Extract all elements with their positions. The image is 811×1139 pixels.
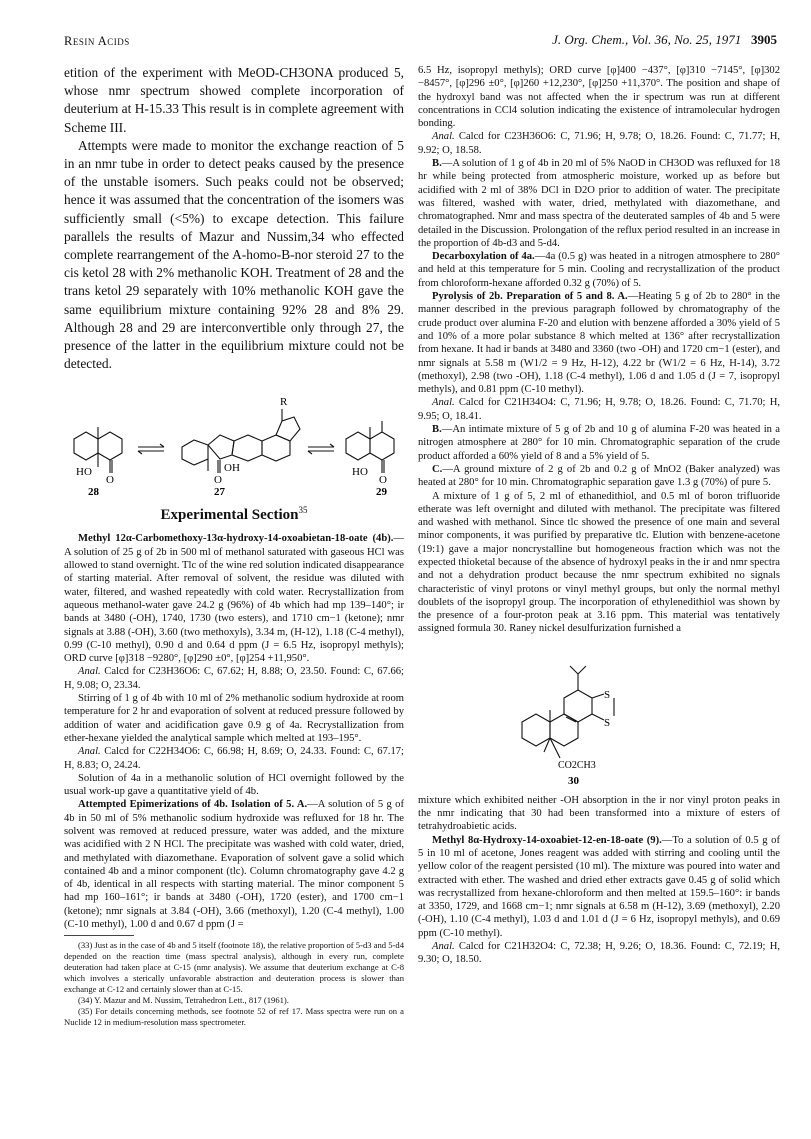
section-heading [64,505,404,524]
paragraph: Solution of 4a in a methanolic solution of HCl overnight followed by the usual work-up gave a quantitative yield of 4b. [64,772,404,798]
paragraph: A mixture of 1 g of 5, 2 ml of ethanedithiol, and 0.5 ml of boron trifluoride etherate was left overnight and diluted with methanol. The precipitate was filtered and washed with methanol. Since tlc showed the presence of one main and several minor components, it was purified by preparative tlc. Elution with benzene-acetone (19:1) gave a major noncrystalline but homogeneous fraction which was not the expected thioketal because of the absence of hydroxyl peaks in the ir and nmr spectra and not a dehydration product because the nmr spectrum exhibited no signals characteristic of vinyl protons or vinyl methyl groups, but only the normal methyl doublets of the isopropyl group. The incorporation of ethylenedithiol was shown by the presence of a four-proton peak at 3.16 ppm. This material was tentatively assigned formula 30. Raney nickel desulfurization furnished a [418,490,780,635]
ho-label-28: HO [76,466,92,479]
paragraph-heading: B. [432,158,442,170]
paragraph [418,290,780,396]
paragraph [418,130,780,157]
page-number: 3905 [751,32,777,47]
paragraph-body: —4a (0.5 g) was heated in a nitrogen atmosphere to 280° and held at this temperature for 5 min. Cooling and recrystallization of the product from chloroform-hexane afforded 0.32 g (70%) of 5. [418,251,780,289]
paragraph [64,798,404,931]
left-column [64,64,404,1028]
paragraph: mixture which exhibited neither -OH absorption in the ir nor vinyl proton peaks in the nmr indicating that 30 had been transformed into a mixture of esters of tetrahydroabietic acids. [418,794,780,833]
paragraph-body: —A solution of 25 g of 2b in 500 ml of methanol saturated with gaseous HCl was allowed to stand overnight. Tlc of the wine red solution indicated disappearance of starting material. After removal of solvent, the residue was diluted with water, filtered, and washed repeatedly with cold water. Recrystallization from aqueous methanol-water gave 24.2 g (96%) of 4b which had mp 139–140°; ir bands at 3480 (-OH), 1740, 1730 (two esters), and 1710 cm−1 (ketone); nmr signals at 3.88 (-OH), 3.60 (two methoxyls), 3.34 m, (H-12), 1.18 (C-4 methyl), 0.99 (C-10 methyl), 0.90 d and 0.64 d ppm (J = 6.5 Hz, isopropyl methyls); ORD curve [φ]318 −9280°, [φ]290 ±0°, [φ]254 +11,950°. [64,533,404,665]
section-ref: 35 [298,505,308,516]
r-label: R [280,396,288,409]
oh-label-27: OH [224,462,240,475]
sulfur-label-1: S [604,688,611,701]
structure-diagram-30 [418,640,780,790]
paragraph [418,250,780,290]
ho-label-29: HO [352,466,368,479]
paragraph-body: —An intimate mixture of 5 g of 2b and 10 g of alumina F-20 was heated in a nitrogen atmosphere at 280° for 10 min. Chromatographic separation of the crude product afforded a 60% yield of 8 and a 5% yield of 5. [418,424,780,462]
paragraph [418,423,780,463]
paragraph-body: —A solution of 1 g of 4b in 20 ml of 5% NaOD in CH3OD was refluxed for 18 hr while being protected from atmospheric moisture, worked up as before but acidified with 2 ml of 38% DCl in D2O prior to addition of water. The precipitate was filtered, washed with water, dried, methylated with diazomethane, and chromatographed. Nmr and mass spectra of the deuterated samples of 4b and 5 were detailed in the Discussion. Prolongation of the reflux period resulted in an increase in the proportion of 4b-d3 and 5-d4. [418,158,780,249]
paragraph-body: —Heating 5 g of 2b to 280° in the manner described in the previous paragraph followed by chromatography of the crude product over alumina F-20 and elution with benzene afforded a 30% yield of 5 and 10% of a more polar substance 8 which melted at 136° after recrystallization from hexane. It had ir bands at 3480 and 3360 (two -OH) and 1720 cm−1 (ester), and nmr signals at 5.58 m (W1/2 = 9 Hz, H-12), 4.22 br (W1/2 = 6 Hz, H-14), 3.72 (methoxyl), 2.98 (two -OH), 1.18 (C-4 methyl), 1.06 d and 1.05 d (J = 7, isopropyl methyls), and 0.81 ppm (C-10 methyl). [418,291,780,396]
section-title: Experimental Section [160,507,299,524]
ester-label: CO2CH3 [558,759,596,771]
paragraph-heading: B. [432,424,442,436]
anal-values: Calcd for C21H34O4: C, 71.96; H, 9.78; O, 18.26. Found: C, 71.70; H, 9.95; O, 18.41. [418,397,780,422]
paragraph: Attempts were made to monitor the exchange reaction of 5 in an nmr tube in order to detect peaks caused by the presence of the unstable isomers. Such peaks could not be observed; hence it was assumed that the concentration of the isomers was sufficiently small (<5%) to excape detection. This failure parallels the results of Mazur and Nussim,34 who effected complete rearrangement of the A-homo-B-nor steroid 27 to the cis ketol 28 with 2% methanolic KOH. Treatment of 28 and the trans ketol 29 separately with 10% methanolic KOH gave the same equilibrium mixture containing 92% 28 and 8% 29. Although 28 and 29 are interconvertible only through 27, the presence of the latter in the equilibrium mixture could not be detected. [64,137,404,372]
o-label-27: O [214,474,222,487]
footnote-34: (34) Y. Mazur and M. Nussim, Tetrahedron Lett., 817 (1961). [78,995,289,1006]
journal-name: J. Org. Chem., Vol. 36, No. 25, 1971 [552,32,742,47]
paragraph: etition of the experiment with MeOD-CH3ONA produced 5, whose nmr spectrum showed complete incorporation of deuterium at H-15.33 This result is in complete agreement with Scheme III. [64,65,404,135]
o-label-29: O [379,474,387,487]
footnote-33: (33) Just as in the case of 4b and 5 itself (footnote 18), the relative proportion of 5-d3 and 5-d4 depended on the reaction time (mass spectral analysis), although in every run, complete deuteration had taken place at C-15 (nmr analysis). We assume that deuterium exchange at C-8 which involves a sterically unfavorable abstraction and deuteration process is slower than exchange at C-12 and certainly slower than at C-15. [64,940,405,995]
footnote-rule [64,935,134,936]
compound-29-label: 29 [376,486,387,498]
compound-30-label: 30 [568,774,579,787]
paragraph: Stirring of 1 g of 4b with 10 ml of 2% methanolic sodium hydroxide at room temperature for 2 hr and evaporation of solvent at reduced pressure followed by addition of water and acidification gave 0.9 g of 4a. Recrystallization from ether-hexane yielded the analytical sample which melted at 193–195°. [64,693,404,744]
paragraph [418,834,780,940]
structure-diagram-28-27-29 [64,377,404,497]
paragraph-heading: Pyrolysis of 2b. Preparation of 5 and 8. A. [432,291,628,303]
journal-citation [552,32,777,48]
o-label-28: O [106,474,114,487]
anal-values: Calcd for C21H32O4: C, 72.38; H, 9.26; O, 18.36. Found: C, 72.19; H, 9.30; O, 18.50. [418,941,780,966]
paragraph-heading: Attempted Epimerizations of 4b. Isolation of 5. A. [78,799,308,811]
paragraph [418,463,780,490]
anal-label: Anal. [432,397,455,409]
paragraph-heading: Decarboxylation of 4a. [432,251,535,263]
paragraph-body: —A solution of 5 g of 4b in 50 ml of 5% methanolic sodium hydroxide was refluxed for 18 hr. The solvent was removed at reduced pressure, water was added, and the mixture was acidified with 2 N HCl. The precipitate was washed with cold water, dried, and methylated with diazomethane. Evaporation of solvent gave a solid which contained 4b and a minor component (tlc). Column chromatography gave 4.2 g of 4b, identical in all respects with starting material. The minor component 5 had mp 160–161°; ir bands at 3480 (-OH), 1720 (ester), and 1700 cm−1 (ketone); nmr signals at 3.84 (-OH), 3.66 (methoxyl), 1.20 (C-4 methyl), 1.00 (C-10 methyl), 1.00 d and 0.67 d ppm (J = [64,799,404,931]
paragraph: 6.5 Hz, isopropyl methyls); ORD curve [φ]400 −437°, [φ]310 −7145°, [φ]302 −8457°, [φ]296 ±0°, [φ]260 +12,230°, [φ]250 +11,370°. The position and shape of the hydroxyl band was not affected when the ir spectrum was run at different concentrations in CCl4 solution indicating the existence of intramolecular hydrogen bonding. [418,65,780,130]
paragraph [418,396,780,423]
paragraph-heading: Methyl 8α-Hydroxy-14-oxoabiet-12-en-18-oate (9). [432,834,662,846]
paragraph-body: —A ground mixture of 2 g of 2b and 0.2 g of MnO2 (Baker analyzed) was heated at 280° for 10 min. Chromatographic separation gave 1.3 g (70%) of pure 5. [418,463,780,489]
paragraph [64,532,404,665]
paragraph [64,745,404,772]
paragraph [418,157,780,250]
paragraph [418,940,780,967]
sulfur-label-2: S [604,716,611,729]
right-column [418,64,780,967]
anal-label: Anal. [78,666,101,678]
structure-drawing [418,640,780,790]
running-title: Resin Acids [64,34,130,48]
paragraph [64,665,404,692]
paragraph-heading: Methyl 12α-Carbomethoxy-13α-hydroxy-14-oxoabietan-18-oate (4b). [78,533,394,545]
anal-label: Anal. [432,131,455,143]
paragraph-body: —To a solution of 0.5 g of 5 in 10 ml of acetone, Jones reagent was added with stirring and cooling until the yellow color of the reagent persisted (10 ml). The mixture was poured into water and extracted with ether. The washed and dried ether extracts gave 0.45 g of solid which was recrystallized from hexane-chloroform and then melted at 159.5–160°: ir bands at 3350, 1729, and 1668 cm−1; nmr signals at 6.58 m (H-12), 3.69 (methoxyl), 2.20 (-OH), 1.10 (C-4 methyl), 1.03 d and 1.01 d (J = 6 Hz, isopropyl methyls), and 0.69 ppm (C-10 methyl). [418,834,780,939]
footnote-35: (35) For details concerning methods, see footnote 52 of ref 17. Mass spectra were run on a Nuclide 12 in medium-resolution mass spectrometer. [64,1006,404,1028]
anal-values: Calcd for C22H34O6: C, 66.98; H, 8.69; O, 24.33. Found: C, 67.17; H, 8.83; O, 24.24. [64,746,404,771]
compound-27-label: 27 [214,486,225,498]
anal-label: Anal. [78,746,101,758]
anal-values: Calcd for C23H36O6: C, 67.62; H, 8.88; O, 23.50. Found: C, 67.66; H, 9.08; O, 23.34. [64,666,404,691]
structure-drawing [64,377,404,497]
anal-label: Anal. [432,941,455,953]
compound-28-label: 28 [88,486,99,498]
anal-values: Calcd for C23H36O6: C, 71.96; H, 9.78; O, 18.26. Found: C, 71.77; H, 9.92; O, 18.58. [418,131,780,156]
paragraph-heading: C. [432,463,443,475]
